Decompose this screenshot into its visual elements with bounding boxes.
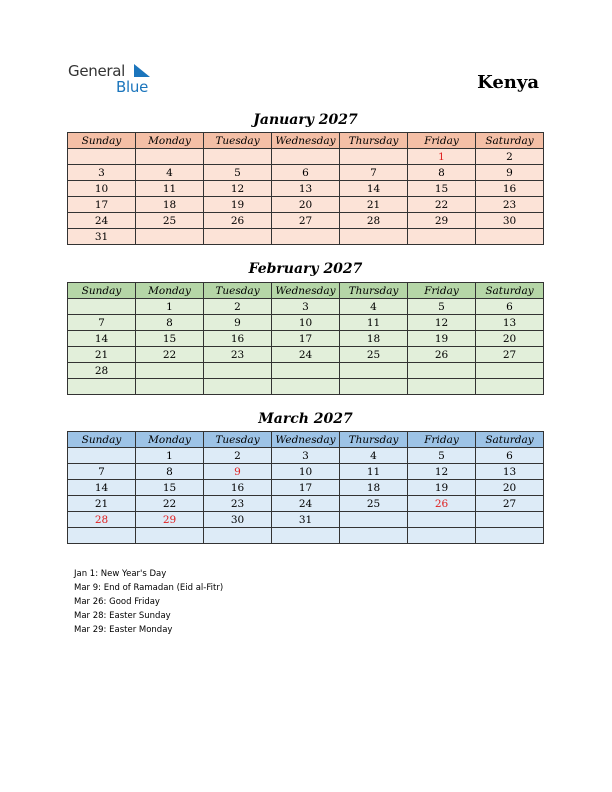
day-cell — [136, 229, 204, 245]
day-cell: 18 — [136, 197, 204, 213]
day-cell — [476, 229, 544, 245]
day-cell — [340, 149, 408, 165]
day-cell: 17 — [272, 480, 340, 496]
weekday-header: Tuesday — [204, 283, 272, 299]
day-cell: 12 — [408, 464, 476, 480]
day-cell: 3 — [68, 165, 136, 181]
day-cell: 15 — [408, 181, 476, 197]
day-cell: 12 — [408, 315, 476, 331]
day-cell — [136, 528, 204, 544]
weekday-header-row — [68, 283, 544, 299]
day-cell: 7 — [340, 165, 408, 181]
day-cell: 19 — [204, 197, 272, 213]
day-cell: 22 — [136, 496, 204, 512]
day-cell: 4 — [340, 448, 408, 464]
weekday-header: Wednesday — [272, 432, 340, 448]
weekday-header: Tuesday — [204, 133, 272, 149]
weekday-header: Monday — [136, 432, 204, 448]
holiday-list — [74, 567, 223, 637]
day-cell: 5 — [408, 299, 476, 315]
day-cell: 16 — [204, 480, 272, 496]
day-cell: 5 — [204, 165, 272, 181]
week-row — [68, 379, 544, 395]
day-cell: 21 — [68, 496, 136, 512]
day-cell — [340, 229, 408, 245]
day-cell — [68, 379, 136, 395]
logo-text-blue: Blue — [116, 78, 148, 96]
day-cell — [476, 528, 544, 544]
day-cell — [204, 363, 272, 379]
day-cell: 24 — [272, 496, 340, 512]
day-cell — [408, 229, 476, 245]
day-cell: 25 — [136, 213, 204, 229]
day-cell: 8 — [136, 464, 204, 480]
week-row — [68, 448, 544, 464]
week-row — [68, 165, 544, 181]
day-cell: 12 — [204, 181, 272, 197]
week-row — [68, 512, 544, 528]
weekday-header: Saturday — [476, 283, 544, 299]
day-cell: 14 — [340, 181, 408, 197]
calendar-february — [67, 282, 544, 395]
day-cell — [476, 512, 544, 528]
weekday-header: Monday — [136, 133, 204, 149]
day-cell: 13 — [272, 181, 340, 197]
day-cell: 19 — [408, 331, 476, 347]
day-cell: 31 — [272, 512, 340, 528]
week-row — [68, 299, 544, 315]
day-cell: 5 — [408, 448, 476, 464]
day-cell — [476, 379, 544, 395]
day-cell: 25 — [340, 347, 408, 363]
day-cell: 23 — [204, 347, 272, 363]
day-cell — [272, 528, 340, 544]
week-row — [68, 331, 544, 347]
day-cell: 10 — [68, 181, 136, 197]
weekday-header: Wednesday — [272, 133, 340, 149]
day-cell — [68, 448, 136, 464]
day-cell: 23 — [204, 496, 272, 512]
day-cell — [272, 379, 340, 395]
day-cell: 11 — [136, 181, 204, 197]
day-cell: 27 — [476, 496, 544, 512]
day-cell: 27 — [272, 213, 340, 229]
day-cell: 23 — [476, 197, 544, 213]
day-cell — [408, 363, 476, 379]
day-cell: 26 — [408, 347, 476, 363]
day-cell: 1 — [408, 149, 476, 165]
holiday-item: Mar 28: Easter Sunday — [74, 611, 171, 621]
day-cell — [136, 149, 204, 165]
day-cell: 7 — [68, 315, 136, 331]
weekday-header: Tuesday — [204, 432, 272, 448]
day-cell: 28 — [340, 213, 408, 229]
day-cell — [204, 379, 272, 395]
day-cell — [68, 299, 136, 315]
week-row — [68, 315, 544, 331]
day-cell: 8 — [136, 315, 204, 331]
day-cell — [136, 379, 204, 395]
holiday-item: Mar 29: Easter Monday — [74, 625, 173, 635]
day-cell — [272, 363, 340, 379]
calendar-january — [67, 132, 544, 245]
day-cell: 26 — [408, 496, 476, 512]
day-cell: 2 — [204, 299, 272, 315]
day-cell — [272, 149, 340, 165]
day-cell: 2 — [476, 149, 544, 165]
day-cell: 9 — [204, 315, 272, 331]
week-row — [68, 528, 544, 544]
day-cell: 10 — [272, 315, 340, 331]
day-cell — [204, 229, 272, 245]
day-cell — [340, 512, 408, 528]
weekday-header: Thursday — [340, 133, 408, 149]
holiday-item: Jan 1: New Year's Day — [74, 569, 167, 579]
day-cell: 21 — [340, 197, 408, 213]
day-cell: 15 — [136, 331, 204, 347]
day-cell: 30 — [204, 512, 272, 528]
week-row — [68, 197, 544, 213]
day-cell: 9 — [476, 165, 544, 181]
week-row — [68, 213, 544, 229]
day-cell: 14 — [68, 480, 136, 496]
day-cell: 6 — [476, 299, 544, 315]
day-cell: 4 — [340, 299, 408, 315]
weekday-header: Thursday — [340, 283, 408, 299]
day-cell — [204, 149, 272, 165]
day-cell: 14 — [68, 331, 136, 347]
day-cell: 3 — [272, 448, 340, 464]
day-cell: 18 — [340, 331, 408, 347]
day-cell: 20 — [476, 480, 544, 496]
day-cell: 3 — [272, 299, 340, 315]
day-cell — [340, 363, 408, 379]
generalblue-logo — [68, 62, 168, 96]
day-cell: 11 — [340, 315, 408, 331]
week-row — [68, 363, 544, 379]
day-cell: 30 — [476, 213, 544, 229]
day-cell: 4 — [136, 165, 204, 181]
day-cell: 28 — [68, 363, 136, 379]
day-cell: 11 — [340, 464, 408, 480]
day-cell — [476, 363, 544, 379]
weekday-header: Sunday — [68, 133, 136, 149]
day-cell: 24 — [68, 213, 136, 229]
week-row — [68, 347, 544, 363]
day-cell: 31 — [68, 229, 136, 245]
day-cell: 25 — [340, 496, 408, 512]
day-cell: 15 — [136, 480, 204, 496]
weekday-header: Saturday — [476, 432, 544, 448]
day-cell — [340, 528, 408, 544]
day-cell — [136, 363, 204, 379]
day-cell — [340, 379, 408, 395]
day-cell: 13 — [476, 464, 544, 480]
week-row — [68, 480, 544, 496]
day-cell: 18 — [340, 480, 408, 496]
day-cell: 17 — [68, 197, 136, 213]
day-cell: 7 — [68, 464, 136, 480]
day-cell: 29 — [408, 213, 476, 229]
weekday-header: Monday — [136, 283, 204, 299]
holiday-item: Mar 9: End of Ramadan (Eid al-Fitr) — [74, 583, 224, 593]
day-cell — [68, 528, 136, 544]
day-cell: 16 — [476, 181, 544, 197]
day-cell: 6 — [476, 448, 544, 464]
day-cell — [408, 512, 476, 528]
day-cell: 17 — [272, 331, 340, 347]
calendar-march — [67, 431, 544, 544]
logo-triangle-icon — [134, 64, 150, 77]
month-title-january: January 2027 — [253, 112, 358, 128]
day-cell: 1 — [136, 299, 204, 315]
day-cell: 2 — [204, 448, 272, 464]
day-cell: 9 — [204, 464, 272, 480]
day-cell: 10 — [272, 464, 340, 480]
month-title-february: February 2027 — [248, 261, 363, 277]
logo-text-general: General — [68, 62, 126, 80]
week-row — [68, 181, 544, 197]
weekday-header: Wednesday — [272, 283, 340, 299]
day-cell: 8 — [408, 165, 476, 181]
day-cell: 16 — [204, 331, 272, 347]
day-cell: 13 — [476, 315, 544, 331]
weekday-header: Friday — [408, 432, 476, 448]
weekday-header: Thursday — [340, 432, 408, 448]
week-row — [68, 229, 544, 245]
weekday-header: Sunday — [68, 432, 136, 448]
day-cell — [204, 528, 272, 544]
day-cell: 26 — [204, 213, 272, 229]
week-row — [68, 496, 544, 512]
day-cell: 21 — [68, 347, 136, 363]
weekday-header: Saturday — [476, 133, 544, 149]
weekday-header-row — [68, 133, 544, 149]
weekday-header: Sunday — [68, 283, 136, 299]
day-cell: 24 — [272, 347, 340, 363]
weekday-header-row — [68, 432, 544, 448]
day-cell: 6 — [272, 165, 340, 181]
week-row — [68, 149, 544, 165]
day-cell: 20 — [476, 331, 544, 347]
day-cell: 19 — [408, 480, 476, 496]
day-cell: 22 — [136, 347, 204, 363]
country-title: Kenya — [477, 72, 539, 93]
day-cell — [68, 149, 136, 165]
month-title-march: March 2027 — [258, 411, 353, 427]
weekday-header: Friday — [408, 133, 476, 149]
day-cell: 22 — [408, 197, 476, 213]
day-cell: 29 — [136, 512, 204, 528]
weekday-header: Friday — [408, 283, 476, 299]
holiday-item: Mar 26: Good Friday — [74, 597, 160, 607]
day-cell — [408, 528, 476, 544]
day-cell: 27 — [476, 347, 544, 363]
day-cell: 20 — [272, 197, 340, 213]
day-cell — [408, 379, 476, 395]
week-row — [68, 464, 544, 480]
day-cell: 1 — [136, 448, 204, 464]
day-cell — [272, 229, 340, 245]
day-cell: 28 — [68, 512, 136, 528]
